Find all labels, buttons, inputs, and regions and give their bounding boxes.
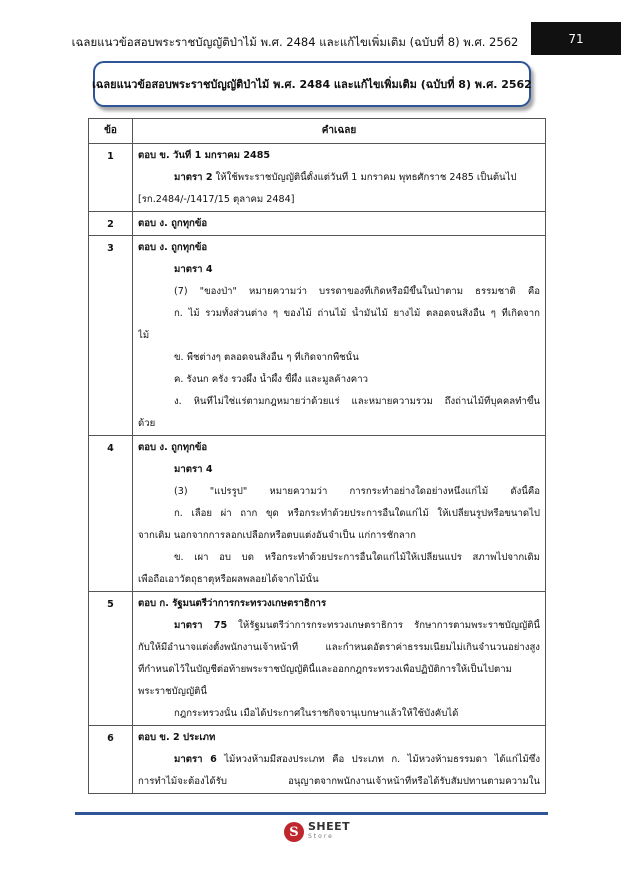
answer-line: ก. เลื่อย ผ่า ถาก ขุด หรือกระทำด้วยประการอื่นใดแก่ไม้ ให้เปลี่ยนรูปหรือขนาดไป [174,508,540,519]
section-text: ไม้หวงห้ามมีสองประเภท คือ ประเภท ก. ไม้หวงห้ามธรรมดา ได้แก่ไม้ซึ่ง [216,754,540,765]
answer-cell [133,236,546,436]
row-number: 4 [89,436,133,592]
answer-line: กฎกระทรวงนั้น เมื่อได้ประกาศในราชกิจจานุเบกษาแล้วให้ใช้บังคับได้ [174,708,459,719]
page-number: 71 [531,22,621,55]
answer-line: ที่กำหนดไว้ในบัญชีต่อท้ายพระราชบัญญัตินี้และออกกฎกระทรวงเพื่อปฏิบัติการให้เป็นไปตาม [138,664,512,675]
answer-line: ง. หินที่ไม่ใช่แร่ตามกฎหมายว่าด้วยแร่ และหมายความรวม ถึงถ่านไม้ที่บุคคลทำขึ้น [174,396,540,407]
answer-line: [รก.2484/-/1417/15 ตุลาคม 2484] [138,194,295,205]
answer-cell [133,212,546,236]
answer-line: ด้วย [138,418,156,429]
answer-line: ตอบ ง. ถูกทุกข้อ [138,218,208,229]
section-label: มาตรา 6 [174,754,217,765]
table-row [89,236,546,436]
answer-line: ตอบ ง. ถูกทุกข้อ [138,242,208,253]
running-header: เฉลยแนวข้อสอบพระราชบัญญัติป่าไม้ พ.ศ. 2484 และแก้ไขเพิ่มเติม (ฉบับที่ 8) พ.ศ. 2562 [71,35,519,49]
section-text: ให้ใช้พระราชบัญญัตินี้ตั้งแต่วันที่ 1 มกราคม พุทธศักราช 2485 เป็นต้นไป [212,172,517,183]
logo-name: SHEET [308,820,351,833]
answer-line [138,753,540,767]
answer-table [88,118,546,794]
answer-line: ก. ไม้ รวมทั้งส่วนต่าง ๆ ของไม้ ถ่านไม้ น้ำมันไม้ ยางไม้ ตลอดจนสิ่งอื่น ๆ ที่เกิดจาก [174,308,540,319]
answer-cell [133,436,546,592]
sheet-store-logo [284,822,350,842]
answer-line: จากเดิม นอกจากการลอกเปลือกหรือตบแต่งอันจำเป็น แก่การชักลาก [138,530,416,541]
table-header-row [89,119,546,144]
answer-line: ตอบ ง. ถูกทุกข้อ [138,442,208,453]
footer-divider [75,812,548,815]
answer-line: ค. รังนก ครั่ง รวงผึ้ง น้ำผึ้ง ขี้ผึ้ง และมูลค้างคาว [174,374,368,385]
header-answer: คำเฉลย [133,119,546,144]
answer-line: มาตรา 4 [174,264,213,275]
table-row [89,436,546,592]
header-no: ข้อ [89,119,133,144]
answer-line: ข. พืชต่างๆ ตลอดจนสิ่งอื่น ๆ ที่เกิดจากพืชนั้น [174,352,359,363]
row-number: 2 [89,212,133,236]
answer-line: พระราชบัญญัตินี้ [138,686,207,697]
table-row [89,592,546,726]
answer-line: (7) "ของป่า" หมายความว่า บรรดาของที่เกิดหรือมีขึ้นในป่าตาม ธรรมชาติ คือ [174,286,540,297]
answer-cell [133,144,546,212]
document-title: เฉลยแนวข้อสอบพระราชบัญญัติป่าไม้ พ.ศ. 2484 และแก้ไขเพิ่มเติม (ฉบับที่ 8) พ.ศ. 2562 [93,61,531,107]
logo-text [308,822,350,842]
answer-line: การทำไม้จะต้องได้รับ อนุญาตจากพนักงานเจ้าหน้าที่หรือได้รับสัมปทานตามความใน [138,776,540,787]
logo-mark-icon: S [284,822,304,842]
row-number: 5 [89,592,133,726]
answer-line: ตอบ ข. 2 ประเภท [138,732,216,743]
answer-cell [133,592,546,726]
answer-line: (3) "แปรรูป" หมายความว่า การกระทำอย่างใดอย่างหนึ่งแก่ไม้ ดังนี้คือ [174,486,540,497]
section-label: มาตรา 2 [174,172,213,183]
section-label: มาตรา 75 [174,620,228,631]
row-number: 1 [89,144,133,212]
section-text: ให้รัฐมนตรีว่าการกระทรวงเกษตราธิการ รักษาการตามพระราชบัญญัตินี้ [227,620,540,631]
answer-line: ตอบ ก. รัฐมนตรีว่าการกระทรวงเกษตราธิการ [138,598,327,609]
answer-line: ตอบ ข. วันที่ 1 มกราคม 2485 [138,150,271,161]
table-row [89,726,546,794]
row-number: 3 [89,236,133,436]
answer-line [138,619,540,633]
row-number: 6 [89,726,133,794]
logo-subtitle: Store [308,833,334,840]
answer-line: ข. เผา อบ บด หรือกระทำด้วยประการอื่นใดแก่ไม้ให้เปลี่ยนแปร สภาพไปจากเดิม [174,552,540,563]
table-row [89,144,546,212]
answer-line: มาตรา 4 [174,464,213,475]
answer-line: กับให้มีอำนาจแต่งตั้งพนักงานเจ้าหน้าที่ และกำหนดอัตราค่าธรรมเนียมไม่เกินจำนวนอย่างสูง [138,642,540,653]
answer-line: เพื่อถือเอาวัตถุธาตุหรือผลพลอยได้จากไม้นั้น [138,574,319,585]
table-row [89,212,546,236]
answer-line: ไม้ [138,330,150,341]
answer-line [138,171,540,185]
answer-cell [133,726,546,794]
